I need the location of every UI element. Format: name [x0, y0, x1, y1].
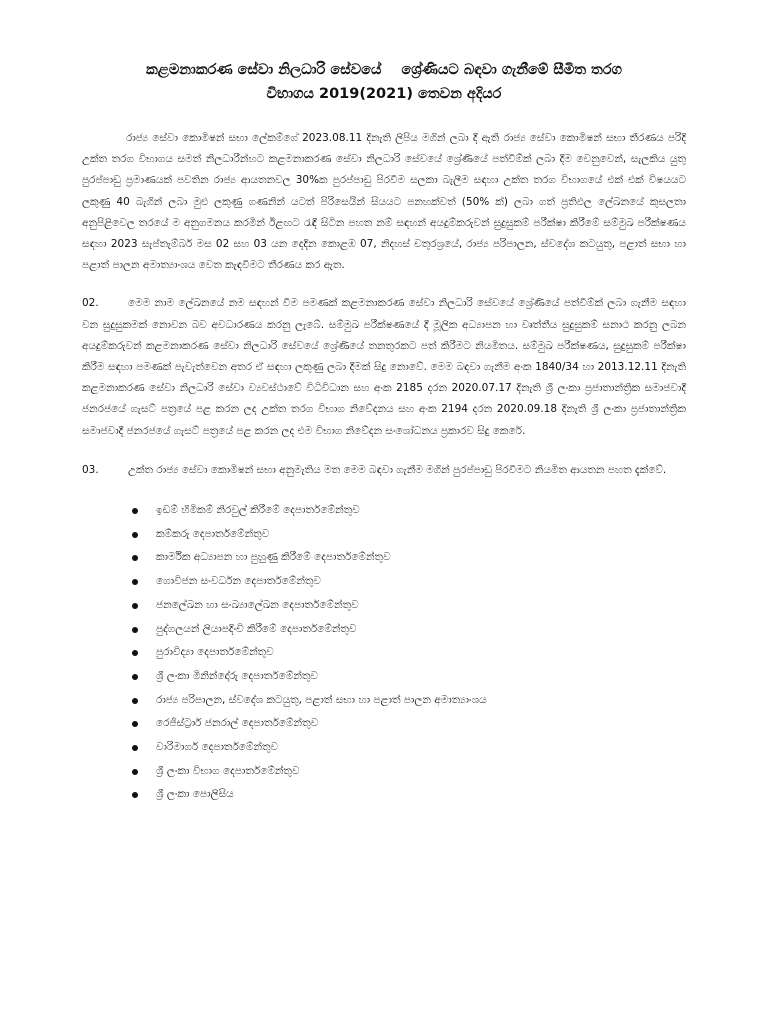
list-item: [132, 712, 686, 736]
bullet-icon: [132, 627, 138, 633]
bullet-icon: [132, 745, 138, 751]
institution-name: වාරිමාර්ග දෙපාර්තමේන්තුව: [156, 741, 279, 754]
list-item: [132, 523, 686, 547]
paragraph-03: [82, 460, 686, 481]
bullet-icon: [132, 674, 138, 680]
bullet-icon: [132, 508, 138, 514]
list-item: [132, 665, 686, 689]
paragraph-02-text: මෙම නාම ලේඛනයේ නම සඳහන් වීම පමණක් කළමනාකරණ සේවා නිලධාරි සේවයේ ශ්‍රේණියේ පත්වීම්ක් ලබා ගැනීම සඳහා වන සුදුසුකමක් නොවන බව අවධාරණය කරනු ලැබේ. සම්මුඛ පරීක්ෂණයේ දී මූලික අධ්‍යාපන හා වෘත්තීය සුදුසුකම් සනාථ කරනු ලබන අයදුම්කරුවන් කළමනාකරණ සේවා නිලධාරි සේවයේ ශ්‍රේණියේ තනතුරකට පත් කිරීමට නියමිතය. සම්මුඛ පරීක්ෂණය, සුදුසුකම් පරීක්ෂා කිරීම සඳහා පමණක් පැවැත්වෙන අතර ඒ සඳහා ලකුණු ලබා දීමක් සිදු නොවේ. මෙම බඳවා ගැනීම අංක 1840/34 හා 2013.12.11 දිනැති කළමනාකරණ සේවා නිලධාරි සේවා ව්‍යවස්ථාවේ විධිවිධාන සහ අංක 2185 දරන 2020.07.17 දිනැති ශ්‍රී ලංකා ප්‍රජාතාන්ත්‍රික සමාජවාදී ජනරජයේ ගැසට් පත්‍රයේ පළ කරන ලද උක්ත තරග විභාග නිවේදනය සහ අංක 2194 දරන 2020.09.18 දිනැති ශ්‍රී ලංකා ප්‍රජාතාන්ත්‍රික සමාජවාදී ජනරජයේ ගැසට් පත්‍රයේ පළ කරන ලද එම විභාග නිවේදන සංශෝධනය ප්‍රකාරව සිදු කෙරේ.: [82, 297, 686, 437]
list-item: [132, 783, 686, 807]
bullet-icon: [132, 579, 138, 585]
institution-name: ගොවිජන සංවර්ධන දෙපාර්තමේන්තුව: [156, 575, 321, 588]
bullet-icon: [132, 698, 138, 704]
paragraph-02: [82, 293, 686, 441]
institution-name: ශ්‍රී ලංකා මිනින්දෝරු දෙපාර්තමේන්තුව: [156, 669, 318, 682]
list-item: [132, 689, 686, 713]
list-item: [132, 760, 686, 784]
institution-name: කාර්මික අධ්‍යාපන හා පුහුණු කිරීමේ දෙපාර්තමේන්තුව: [156, 551, 391, 564]
title-line1-part1: කළමනාකරණ සේවා නිලධාරි සේවයේ: [146, 62, 382, 78]
bullet-icon: [132, 532, 138, 538]
paragraph-03-text: උක්ත රාජ්‍ය සේවා කොමිෂන් සභා අනුමැතිය මත මෙම බඳවා ගැනීම මගින් පුරප්පාඩු පිරවීමට නියමිත ආයතන පහත දැක්වේ.: [128, 463, 667, 476]
list-item: [132, 736, 686, 760]
institution-name: රාජ්‍ය පරිපාලන, ස්වදේශ කටයුතු, පළාත් සභා හා පළාත් පාලන අමාත්‍යාංශය: [156, 693, 487, 706]
title-line1-part2: ශ්‍රේණියට බඳවා ගැනීමේ සීමිත තරග: [401, 62, 622, 78]
list-item: [132, 546, 686, 570]
paragraph-03-number: 03.: [82, 463, 99, 476]
list-item: [132, 499, 686, 523]
bullet-icon: [132, 650, 138, 656]
intro-paragraph: රාජ්‍ය සේවා කොමිෂන් සභා ලේකම්ගේ 2023.08.11 දිනැති ලිපිය මගින් ලබා දී ඇති රාජ්‍ය සේවා කොමිෂන් සභා තීරණය පරිදි උක්ත තරග විභාගය සමත් නිලධාරීන්හට කළමනාකරණ සේවා නිලධාරි සේවයේ ශ්‍රේණියේ පත්වීම්ක් ලබා දීම වෙනුවෙන්, සැලකිය යුතු පුරප්පාඩු ප්‍රමාණයක් පවතින රාජ්‍ය ආයතනවල 30%ක පුරප්පාඩු පිරවීම සලකා බැලීම සඳහා උක්ත තරග විභාගයේ එක් එක් විෂයයට ලකුණු 40 බැගින් ලබා මුළු ලකුණු ගණනින් යටත් පිරිසෙයින් සියයට පනහක්වත් (50% ක්) ලබා ගත් ප්‍රතිඵල ලේඛනයේ කුසලතා අනුපිළිවෙල තරයේ ම අනුගමනය කරමින් ඊළඟට රැඳී සිටින පහත නම් සඳහන් අයදුම්කරුවන් සුදුසුකම් පරීක්ෂා කිරීමේ සම්මුඛ පරීක්ෂණය සඳහා 2023 සැප්තැම්බර් මස 02 සහ 03 යන දෙදින කොළඹ 07, නිදහස් චතුරශ්‍රයේ, රාජ්‍ය පරිපාලන, ස්වදේශ කටයුතු, පළාත් සභා හා පළාත් පාලන අමාත්‍යාංශය වෙත කැඳවීමට තීරණය කර ඇත.: [82, 132, 686, 272]
list-item: [132, 594, 686, 618]
bullet-icon: [132, 603, 138, 609]
title-line2: විභාගය 2019(2021) තෙවන අදියර: [266, 86, 502, 102]
institution-name: ඉඩම් හිමිකම් නිරවුල් කිරීමේ දෙපාර්තමේන්තුව: [156, 504, 360, 517]
institution-name: ශ්‍රී ලංකා පොලිසිය: [156, 788, 234, 801]
bullet-icon: [132, 769, 138, 775]
institution-name: පුද්ගලයන් ලියාපදිංචි කිරීමේ දෙපාර්තමේන්තුව: [156, 622, 357, 635]
list-item: [132, 618, 686, 642]
list-item: [132, 570, 686, 594]
institution-name: කම්කරු දෙපාර්තමේන්තුව: [156, 527, 270, 540]
document-title: [82, 58, 686, 106]
institution-name: රෙජිස්ට්‍රාර් ජනරාල් දෙපාර්තමේන්තුව: [156, 717, 319, 730]
bullet-icon: [132, 721, 138, 727]
list-item: [132, 641, 686, 665]
institution-name: ශ්‍රී ලංකා විභාග දෙපාර්තමේන්තුව: [156, 764, 300, 777]
bullet-icon: [132, 555, 138, 561]
bullet-icon: [132, 792, 138, 798]
institution-name: ජනලේඛන හා සංඛ්‍යාලේඛන දෙපාර්තමේන්තුව: [156, 598, 359, 611]
institution-list: [82, 499, 686, 807]
paragraph-02-number: 02.: [82, 297, 99, 310]
institution-name: පුරාවිද්‍යා දෙපාර්තමේන්තුව: [156, 646, 274, 659]
